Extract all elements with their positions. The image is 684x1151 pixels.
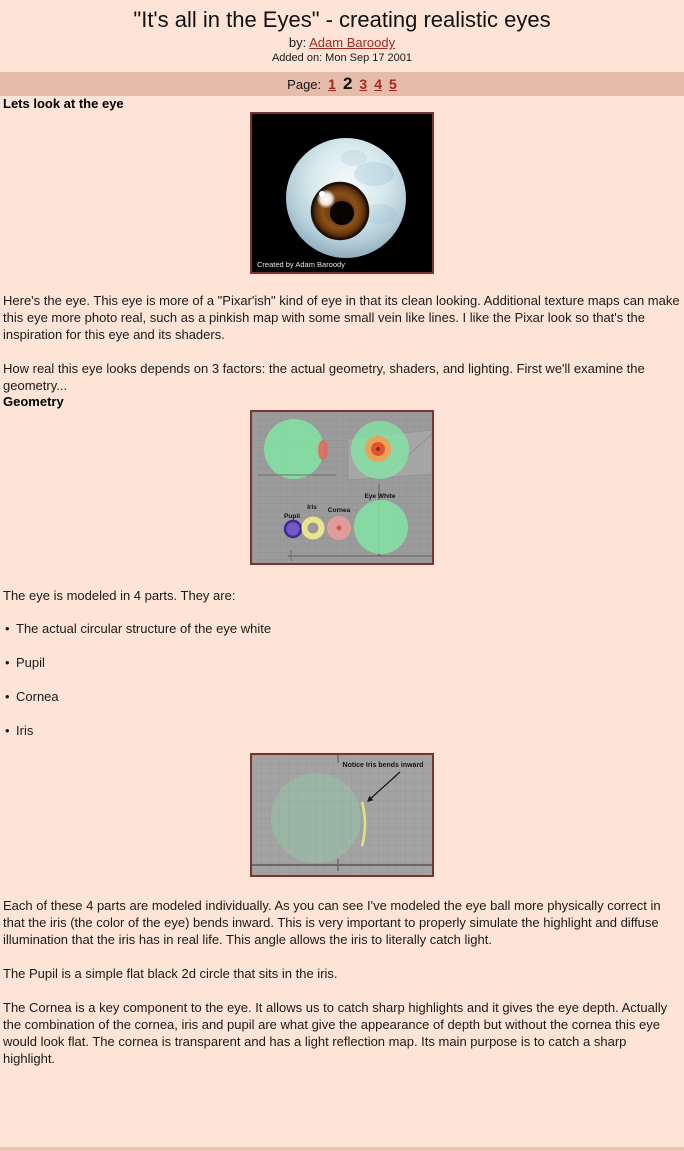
eye-render-figure — [0, 112, 684, 274]
article-header — [0, 0, 684, 65]
label-eye-white: Eye White — [364, 493, 396, 500]
paragraph-intro-eye: Here's the eye. This eye is more of a "Pixar'ish" kind of eye in that its clean looking. Additional texture maps can make this eye more photo real, such as a pinkish map with some small vein like lines. I like the Pixar look so that's the inspiration for this eye and its shaders. — [3, 293, 680, 342]
iris-detail-image — [250, 753, 434, 877]
label-pupil: Pupil — [284, 513, 300, 520]
eye-white-faint — [271, 773, 361, 863]
added-on-date: Added on: Mon Sep 17 2001 — [271, 52, 413, 64]
section-heading-look-at-eye: Lets look at the eye — [3, 96, 124, 111]
page-title: "It's all in the Eyes" - creating realistic eyes — [133, 7, 551, 32]
geometry-viewport-image — [250, 410, 434, 565]
pager-label: Page: — [287, 76, 322, 92]
eye-white-side — [264, 419, 324, 479]
paragraph-three-factors: How real this eye looks depends on 3 factors: the actual geometry, shaders, and lighting. First we'll examine the geometry... — [3, 361, 645, 393]
list-item-cornea: • Cornea — [3, 688, 681, 705]
list-item-eye-white: • The actual circular structure of the eye white — [3, 620, 681, 637]
eye-render-image — [250, 112, 434, 274]
eye-white-shape — [354, 500, 408, 554]
paragraph-cornea: The Cornea is a key component to the eye. It allows us to catch sharp highlights and it gives the eye depth. Actually the combination of the cornea, iris and pupil are what give the appearance of depth but without the cornea this eye would look flat. The cornea is transparent and has a light reflection map. Its main purpose is to catch a sharp highlight. — [3, 1000, 668, 1066]
section-heading-geometry: Geometry — [3, 394, 64, 409]
pager-link-4[interactable]: 4 — [374, 76, 383, 92]
list-item-iris: • Iris — [3, 722, 681, 739]
pager-current-page: 2 — [342, 74, 353, 93]
iris-detail-figure — [0, 753, 684, 877]
paragraph-four-parts: The eye is modeled in 4 parts. They are: — [3, 588, 236, 603]
byline — [0, 34, 684, 51]
pupil-shape — [285, 521, 301, 537]
pager-link-3[interactable]: 3 — [359, 76, 368, 92]
geometry-viewport-figure — [0, 410, 684, 565]
paragraph-pupil: The Pupil is a simple flat black 2d circle that sits in the iris. — [3, 966, 338, 981]
eye-parts-list — [3, 620, 681, 739]
list-item-pupil: • Pupil — [3, 654, 681, 671]
specular-highlight — [317, 190, 336, 209]
label-cornea: Cornea — [327, 507, 351, 514]
footer-bar — [0, 1147, 684, 1151]
paragraph-modeled-individually: Each of these 4 parts are modeled individually. As you can see I've modeled the eye ball more physically correct in that the iris (the color of the eye) bends inward. This is very important to properly simulate the highlight and diffuse illumination that the iris has in real life. This angle allows the iris to literally catch light. — [3, 898, 661, 947]
article-body — [0, 96, 684, 1067]
label-iris: Iris — [307, 504, 317, 511]
author-link[interactable]: Adam Baroody — [309, 35, 396, 50]
pager-link-5[interactable]: 5 — [389, 76, 397, 92]
byline-prefix: by: — [288, 35, 307, 50]
iris-side — [318, 440, 328, 460]
iris-annotation-text: Notice Iris bends inward — [342, 762, 424, 769]
pager-link-1[interactable]: 1 — [328, 76, 336, 92]
eye-image-caption: Created by Adam Baroody — [257, 260, 345, 269]
page-navigation — [0, 72, 684, 96]
